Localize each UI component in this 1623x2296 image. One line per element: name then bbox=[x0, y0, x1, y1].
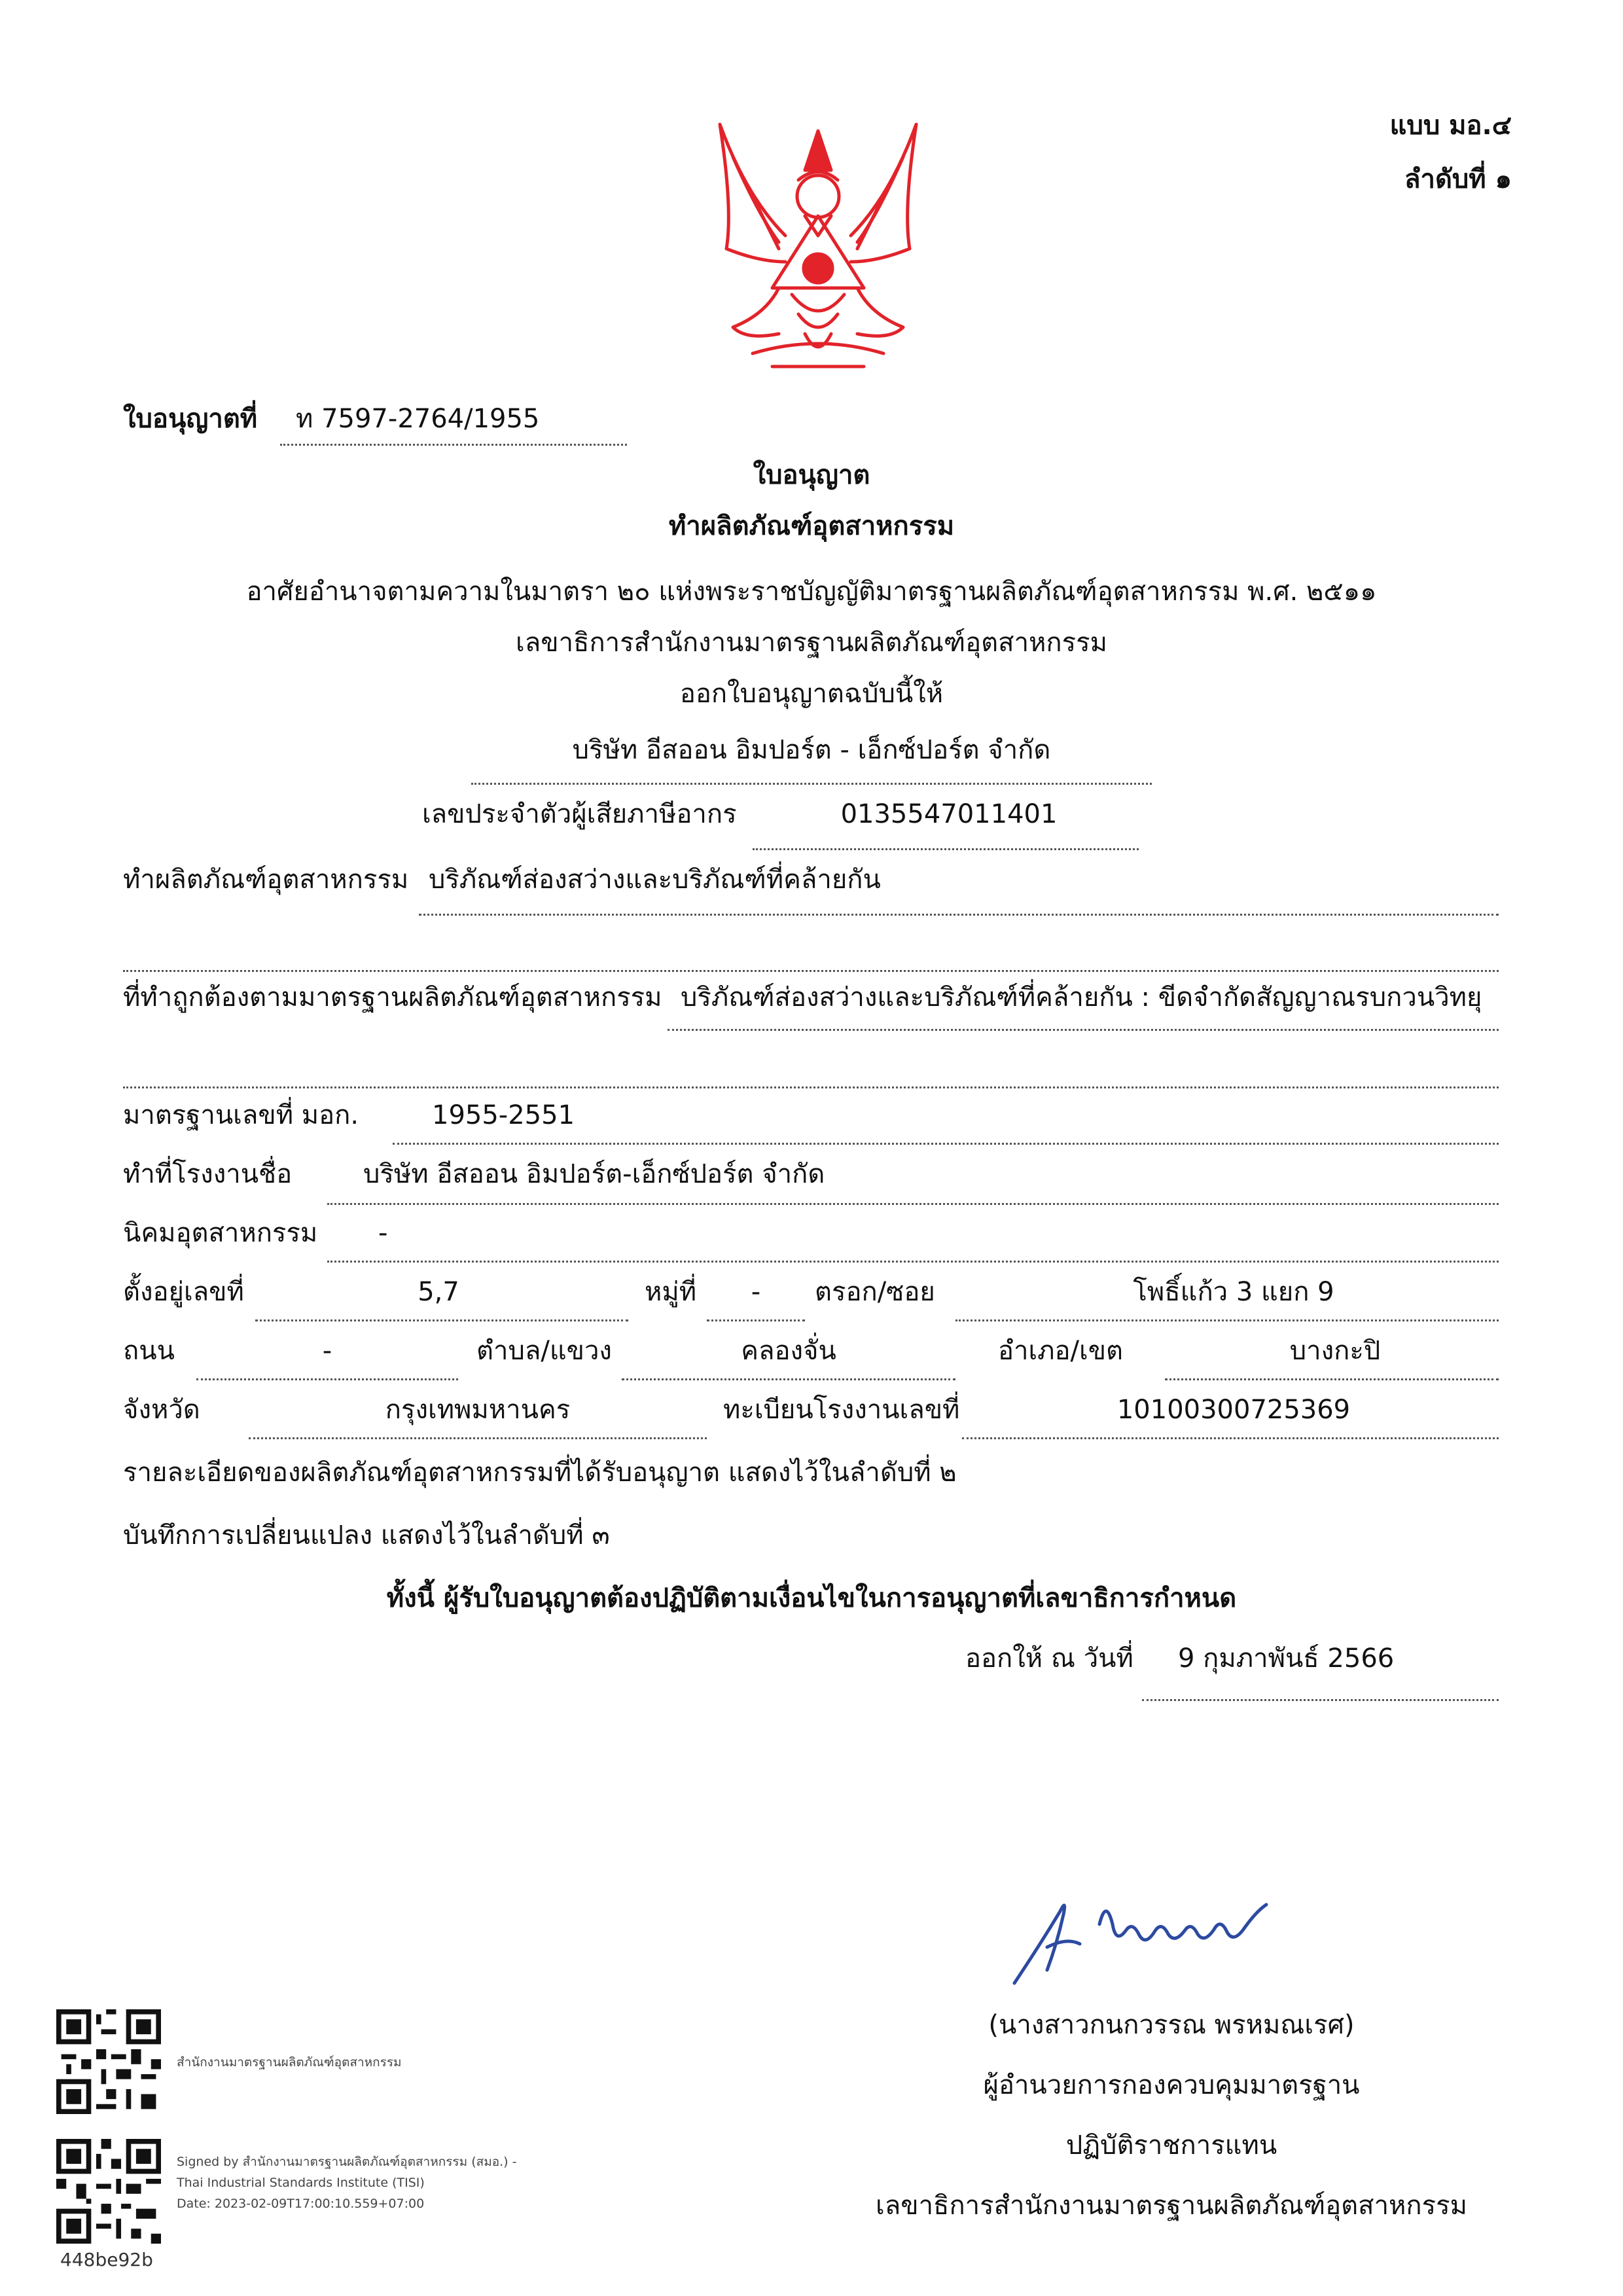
address-road-label: ถนน bbox=[123, 1336, 175, 1366]
issued-line bbox=[1142, 1699, 1499, 1701]
address-moo-value: - bbox=[751, 1277, 761, 1307]
subtitle: ทำผลิตภัณฑ์อุตสาหกรรม bbox=[668, 511, 955, 541]
address-soi-line bbox=[955, 1319, 1499, 1321]
compliance-value: บริภัณฑ์ส่องสว่างและบริภัณฑ์ที่คล้ายกัน : ขีดจำกัดสัญญาณรบกวนวิทยุ bbox=[681, 982, 1482, 1013]
address-no-label: ตั้งอยู่เลขที่ bbox=[123, 1277, 244, 1307]
preamble-line1: อาศัยอำนาจตามความในมาตรา ๒๐ แห่งพระราชบัญญัติมาตรฐานผลิตภัณฑ์อุตสาหกรรม พ.ศ. ๒๕๑๑ bbox=[246, 577, 1377, 607]
address-subdistrict-value: คลองจั่น bbox=[741, 1336, 836, 1366]
preamble-line2: เลขาธิการสำนักงานมาตรฐานผลิตภัณฑ์อุตสาหกรรม bbox=[516, 628, 1107, 658]
address-subdistrict-label: ตำบล/แขวง bbox=[476, 1336, 612, 1366]
form-seq: ลำดับที่ ๑ bbox=[1404, 164, 1512, 194]
compliance-line-2 bbox=[123, 1086, 1499, 1088]
address-soi-label: ตรอก/ซอย bbox=[815, 1277, 935, 1307]
address-moo-line bbox=[707, 1319, 805, 1321]
address-no-line bbox=[255, 1319, 628, 1321]
preamble-line3: ออกใบอนุญาตฉบับนี้ให้ bbox=[679, 679, 944, 709]
product-line bbox=[419, 914, 1499, 916]
tax-id-label: เลขประจำตัวผู้เสียภาษีอากร bbox=[422, 799, 737, 829]
footer-office: สำนักงานมาตรฐานผลิตภัณฑ์อุตสาหกรรม bbox=[177, 2055, 402, 2070]
garuda-emblem-icon bbox=[707, 118, 929, 380]
notes-condition: ทั้งนี้ ผู้รับใบอนุญาตต้องปฏิบัติตามเงื่อนไขในการอนุญาตที่เลขาธิการกำหนด bbox=[386, 1583, 1237, 1613]
factory-label: ทำที่โรงงานชื่อ bbox=[123, 1159, 293, 1189]
standard-value: 1955-2551 bbox=[432, 1100, 575, 1130]
address-reg-label: ทะเบียนโรงงานเลขที่ bbox=[723, 1395, 960, 1425]
address-soi-value: โพธิ์แก้ว 3 แยก 9 bbox=[1133, 1277, 1334, 1307]
form-code: แบบ มอ.๔ bbox=[1389, 111, 1512, 141]
footer-signed3: Date: 2023-02-09T17:00:10.559+07:00 bbox=[177, 2197, 425, 2211]
address-moo-label: หมู่ที่ bbox=[645, 1277, 697, 1307]
tax-id-line bbox=[753, 848, 1139, 850]
signatory-position3: เลขาธิการสำนักงานมาตรฐานผลิตภัณฑ์อุตสาหกรรม bbox=[876, 2191, 1467, 2221]
factory-value: บริษัท อีสออน อิมปอร์ต-เอ็กซ์ปอร์ต จำกัด bbox=[363, 1159, 825, 1189]
estate-label: นิคมอุตสาหกรรม bbox=[123, 1218, 318, 1248]
address-province-line bbox=[249, 1437, 707, 1439]
issued-label: ออกให้ ณ วันที่ bbox=[965, 1643, 1133, 1674]
product-value: บริภัณฑ์ส่องสว่างและบริภัณฑ์ที่คล้ายกัน bbox=[429, 865, 881, 895]
notes-line1: รายละเอียดของผลิตภัณฑ์อุตสาหกรรมที่ได้รับอนุญาต แสดงไว้ในลำดับที่ ๒ bbox=[123, 1458, 957, 1488]
licensee-line bbox=[471, 783, 1152, 785]
address-district-label: อำเภอ/เขต bbox=[998, 1336, 1124, 1366]
footer-signed1: Signed by สำนักงานมาตรฐานผลิตภัณฑ์อุตสาหกรรม (สมอ.) - bbox=[177, 2155, 517, 2169]
qr-code-icon bbox=[56, 2139, 161, 2244]
signature-icon bbox=[1001, 1885, 1296, 2003]
estate-value: - bbox=[378, 1218, 388, 1248]
product-line-2 bbox=[123, 970, 1499, 972]
compliance-line bbox=[668, 1029, 1499, 1031]
address-road-value: - bbox=[322, 1336, 332, 1366]
signatory-position1: ผู้อำนวยการกองควบคุมมาตรฐาน bbox=[983, 2070, 1360, 2100]
standard-line bbox=[393, 1143, 1499, 1145]
signatory-position2: ปฏิบัติราชการแทน bbox=[1065, 2130, 1277, 2161]
qr-code-icon bbox=[56, 2009, 161, 2114]
address-no-value: 5,7 bbox=[418, 1277, 459, 1307]
licensee-name: บริษัท อีสออน อิมปอร์ต - เอ็กซ์ปอร์ต จำกัด bbox=[572, 735, 1051, 765]
signatory-name: (นางสาวกนกวรรณ พรหมณเรศ) bbox=[988, 2010, 1355, 2040]
address-reg-line bbox=[962, 1437, 1499, 1439]
issued-value: 9 กุมภาพันธ์ 2566 bbox=[1178, 1643, 1395, 1674]
standard-label: มาตรฐานเลขที่ มอก. bbox=[123, 1100, 359, 1130]
license-no-line bbox=[280, 444, 627, 446]
footer-hash: 448be92b bbox=[60, 2249, 153, 2270]
notes-line2: บันทึกการเปลี่ยนแปลง แสดงไว้ในลำดับที่ ๓ bbox=[123, 1520, 610, 1551]
address-district-value: บางกะปิ bbox=[1289, 1336, 1381, 1366]
footer-signed2: Thai Industrial Standards Institute (TISI) bbox=[177, 2176, 425, 2190]
factory-line bbox=[327, 1203, 1499, 1205]
address-subdistrict-line bbox=[622, 1378, 955, 1380]
address-province-label: จังหวัด bbox=[123, 1395, 200, 1425]
compliance-label: ที่ทำถูกต้องตามมาตรฐานผลิตภัณฑ์อุตสาหกรรม bbox=[123, 982, 662, 1013]
address-province-value: กรุงเทพมหานคร bbox=[385, 1395, 571, 1425]
license-no-value: ท 7597-2764/1955 bbox=[296, 404, 540, 434]
product-label: ทำผลิตภัณฑ์อุตสาหกรรม bbox=[123, 865, 409, 895]
address-reg-value: 10100300725369 bbox=[1116, 1395, 1351, 1425]
license-no-label: ใบอนุญาตที่ bbox=[123, 404, 258, 434]
tax-id-value: 0135547011401 bbox=[840, 799, 1058, 829]
address-district-line bbox=[1165, 1378, 1499, 1380]
title: ใบอนุญาต bbox=[753, 460, 870, 490]
address-road-line bbox=[196, 1378, 458, 1380]
estate-line bbox=[327, 1261, 1499, 1263]
